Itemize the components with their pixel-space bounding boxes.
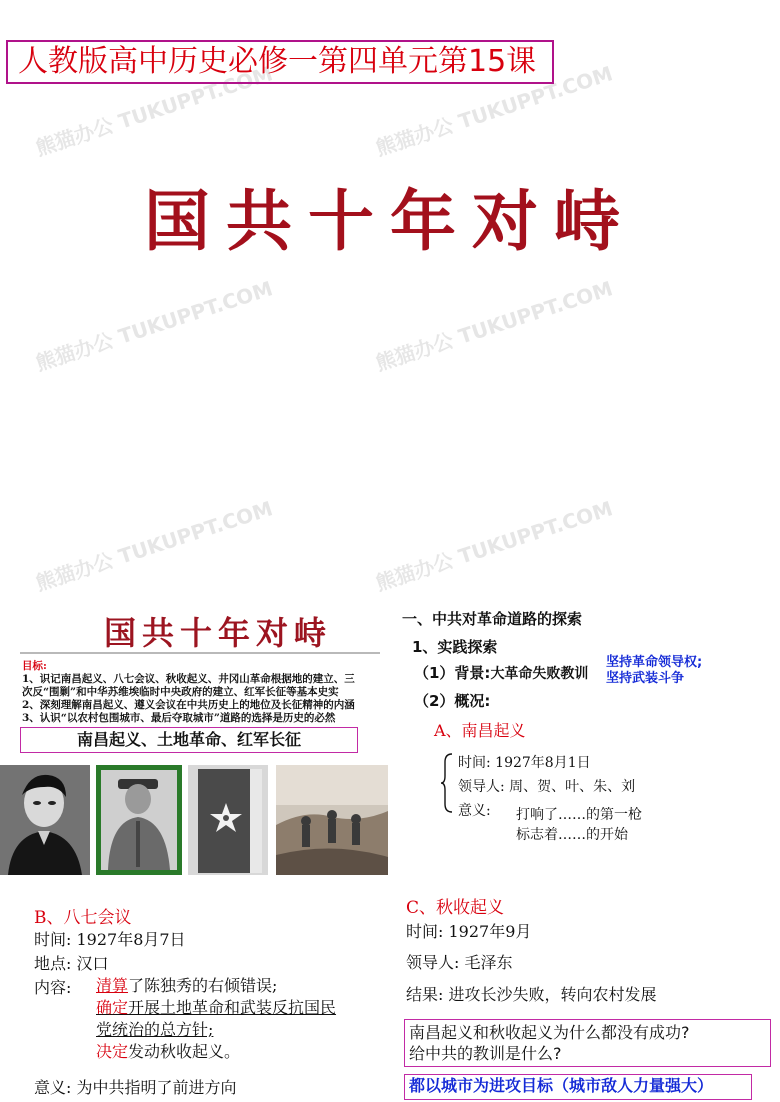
qiushou-result: 结果: 进攻长沙失败，转向农村发展 [406,985,657,1004]
overview-heading: （2）概况: [414,692,491,710]
content-text: 党统治的总方针; [96,1020,214,1039]
question-line: 南昌起义和秋收起义为什么都没有成功? [409,1023,690,1042]
bayi-heading: B、八七会议 [34,908,132,928]
bayi-content [96,975,336,1063]
nanchang-heading: A、南昌起义 [434,721,526,740]
learning-goals [22,660,378,725]
subsection-heading: 1、实践探索 [412,638,498,656]
question-box [404,1019,771,1067]
nanchang-meaning-2: 标志着……的开始 [516,827,628,843]
background-row [414,662,588,683]
keyword: 确定 [96,998,129,1017]
section-heading: 一、中共对革命道路的探索 [402,610,583,628]
watermark: 熊猫办公 TUKUPPT.COM [32,496,276,596]
background-text: 大革命失败教训 [490,666,589,682]
goals-label: 目标: [22,660,47,672]
portrait-photo [0,765,90,875]
content-text: 了陈独秀的右倾错误; [128,976,278,995]
question-line: 给中共的教训是什么? [409,1044,562,1063]
watermark: 熊猫办公 TUKUPPT.COM [372,276,616,376]
nanchang-leaders: 领导人: 周、贺、叶、朱、刘 [458,779,636,795]
lesson-item: 坚持武装斗争 [606,671,685,686]
bayi-content-label: 内容: [34,978,72,997]
lesson-item: 坚持革命领导权; [606,655,703,670]
goal-line: 2、深刻理解南昌起义、遵义会议在中共历史上的地位及长征精神的内涵 [22,699,355,711]
qiushou-time: 时间: 1927年9月 [406,922,532,941]
answer-box: 都以城市为进攻目标（城市敌人力量强大） [404,1074,752,1100]
slide-title: 国共十年对峙 [104,614,333,652]
content-text: 发动秋收起义。 [128,1042,241,1061]
watermark: 熊猫办公 TUKUPPT.COM [32,61,276,161]
lessons-list [606,655,702,687]
bayi-place: 地点: 汉口 [34,954,109,973]
nanchang-time: 时间: 1927年8月1日 [458,755,591,771]
qiushou-leader: 领导人: 毛泽东 [406,953,513,972]
goal-line: 1、识记南昌起义、八七会议、秋收起义、井冈山革命根据地的建立、三 [22,673,355,685]
title-divider [20,652,380,654]
bayi-meaning: 意义: 为中共指明了前进方向 [34,1078,237,1097]
content-text: 开展土地革命和武装反抗国民 [128,998,337,1017]
goal-line: 次反“围剿”和中华苏维埃临时中央政府的建立、红军长征等基本史实 [22,686,339,698]
main-title: 国共十年对峙 [144,183,636,260]
watermark: 熊猫办公 TUKUPPT.COM [372,496,616,596]
watermark: 熊猫办公 TUKUPPT.COM [32,276,276,376]
nanchang-meaning-1: 打响了……的第一枪 [516,807,642,823]
summary-box: 南昌起义、土地革命、红军长征 [20,727,358,753]
watermark: 熊猫办公 TUKUPPT.COM [372,61,616,161]
brace-icon [440,752,454,814]
keyword: 清算 [96,976,129,995]
goal-line: 3、认识“以农村包围城市、最后夺取城市”道路的选择是历史的必然 [22,712,336,724]
soldier-photo [96,765,182,875]
bayi-time: 时间: 1927年8月7日 [34,930,186,949]
lesson-banner: 人教版高中历史必修一第四单元第15课 [6,40,554,84]
flag-photo [188,765,268,875]
march-painting [276,765,388,875]
nanchang-meaning-label: 意义: [458,803,491,819]
background-label: （1）背景: [414,664,491,682]
qiushou-heading: C、秋收起义 [406,898,505,918]
keyword: 决定 [96,1042,129,1061]
